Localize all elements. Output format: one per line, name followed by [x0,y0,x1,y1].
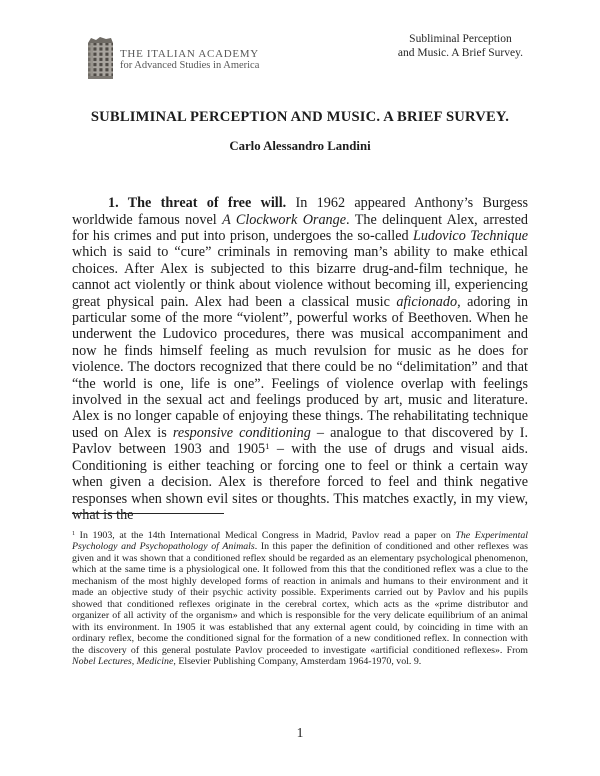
running-title [398,33,523,61]
running-title-line2: and Music. A Brief Survey. [397,46,523,59]
footnote: $^1$ In 1903, at the 14th International Medical Congress in Madrid, Pavlov read a paper on The Experimental Psychology and Psychopathology of Animals. In this paper the definition of conditioned and other reflexes was given and it was shown that a conditioned reflex should be regarded as an elementary psychological phenomenon, which at the same time is a physiological one. It followed from this that the conditioned reflex was a clue to the mechanism of the most highly developed forms of reaction in animals and humans to their environment and it made an objective study of their psychic activity possible. Experiments carried out by Pavlov and his pupils showed that conditioned reflexes originate in the cerebral cortex, which acts as the «prime distributor and organizer of all activity of the organism» and which is responsible for the very delicate equilibrium of an animal with its environment. In 1905 it was established that any external agent could, by coinciding in time with an ordinary reflex, become the conditioned signal for the formation of a new conditioned reflex. In connection with the discovery of this general postulate Pavlov proceeded to investigate «artificial conditioned reflexes». From Nobel Lectures, Medicine, Elsevier Publishing Company, Amsterdam 1964-1970, vol. 9. [72,529,528,668]
page-number: 1 [296,725,304,740]
footnote-rule [72,513,224,514]
italian-academy-logo [86,36,259,81]
logo-subtitle: for Advanced Studies in America [120,60,260,71]
logo-text [120,48,259,72]
article-title: SUBLIMINAL PERCEPTION AND MUSIC. A BRIEF SURVEY. [90,109,510,125]
running-title-line1: Subliminal Perception [409,33,512,45]
article-author: Carlo Alessandro Landini [229,139,371,153]
logo-name: THE ITALIAN ACADEMY [120,48,259,60]
building-icon [86,36,115,81]
body-paragraph: 1. The threat of free will. In 1962 appeared Anthony’s Burgess worldwide famous novel A Clockwork Orange. The delinquent Alex, arrested for his crimes and put into prison, undergoes the so-called Ludovico Technique which is said to “cure” criminals in removing man’s ability to make ethical choices. After Alex is subjected to this bizarre drug-and-film technique, he cannot act violently or think about violence without becoming ill, experiencing great physical pain. Alex had been a classical music aficionado, adoring in particular some of the more “violent”, powerful works of Beethoven. When he underwent the Ludovico procedures, there was musical accompaniment and now he finds himself feeling as much revulsion for music as he does for violence. The doctors recognized that there could be no “delimitation” and that “the world is one, life is one”. Feelings of violence overlap with feelings involved in the sexual act and feelings produced by art, music and literature. Alex is no longer capable of enjoying these things. The rehabilitating technique used on Alex is responsive conditioning – analogue to that discovered by I. Pavlov between 1903 and 1905$^1$ – with the use of drugs and visual aids. Conditioning is either teaching or forcing one to feel or think a certain way when given a decision. Alex is therefore forced to feel and think negative responses when shown evil sites or thoughts. This matches exactly, in my view, what is the [72,195,529,523]
